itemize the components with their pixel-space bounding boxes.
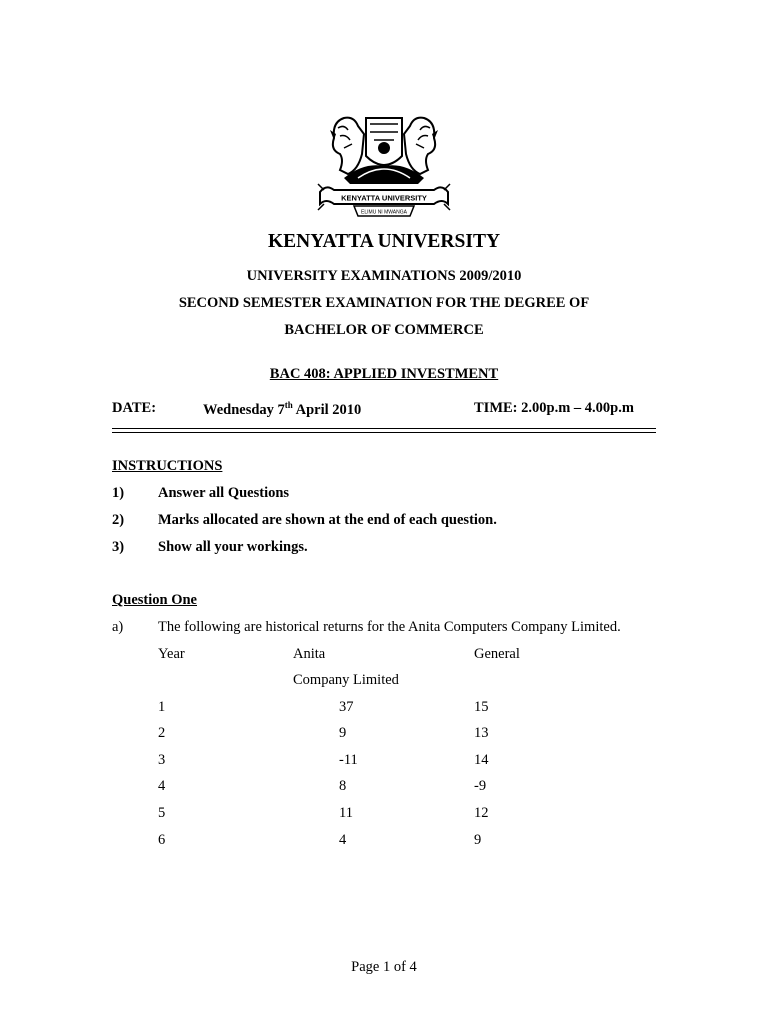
table-subheader: Company Limited xyxy=(293,672,399,688)
course-title xyxy=(0,366,768,383)
question-part-text: The following are historical returns for the Anita Computers Company Limited. xyxy=(158,619,621,635)
table-cell-year: 3 xyxy=(158,752,166,768)
university-crest-logo xyxy=(314,104,454,222)
table-cell-general: 13 xyxy=(474,725,489,741)
instruction-text: Answer all Questions xyxy=(158,485,290,501)
degree-line: BACHELOR OF COMMERCE xyxy=(284,322,484,338)
table-cell-general: 15 xyxy=(474,699,489,715)
table-cell-general: 9 xyxy=(474,832,482,848)
instruction-number: 1) xyxy=(112,485,125,501)
table-cell-anita: 9 xyxy=(339,725,347,741)
table-cell-general: 12 xyxy=(474,805,489,821)
table-cell-year: 6 xyxy=(158,832,166,848)
table-cell-anita: 8 xyxy=(339,778,347,794)
instruction-number: 2) xyxy=(112,512,125,528)
table-cell-general: 14 xyxy=(474,752,489,768)
table-cell-anita: -11 xyxy=(339,752,358,768)
crest-submotto-text: ELIMU NI MWANGA xyxy=(361,209,407,216)
exam-line: UNIVERSITY EXAMINATIONS 2009/2010 xyxy=(246,268,522,284)
double-rule-bottom xyxy=(112,432,656,433)
instruction-text: Marks allocated are shown at the end of each question. xyxy=(158,512,497,528)
table-cell-general: -9 xyxy=(474,778,487,794)
university-title: KENYATTA UNIVERSITY xyxy=(267,231,501,252)
table-cell-year: 2 xyxy=(158,725,166,741)
table-cell-year: 5 xyxy=(158,805,166,821)
instruction-text: Show all your workings. xyxy=(158,539,308,555)
table-cell-year: 4 xyxy=(158,778,166,794)
table-cell-anita: 37 xyxy=(339,699,354,715)
table-header-general: General xyxy=(474,646,520,662)
page-number: Page 1 of 4 xyxy=(351,959,417,975)
question-part-label: a) xyxy=(112,619,124,635)
crest-motto-text: KENYATTA UNIVERSITY xyxy=(341,193,427,203)
table-cell-anita: 4 xyxy=(339,832,347,848)
double-rule-top xyxy=(112,428,656,429)
date-value: Wednesday 7th April 2010 xyxy=(203,400,362,418)
time-value: TIME: 2.00p.m – 4.00p.m xyxy=(474,400,634,416)
table-cell-year: 1 xyxy=(158,699,166,715)
instruction-number: 3) xyxy=(112,539,125,555)
course-code-title: BAC 408: APPLIED INVESTMENT xyxy=(269,366,499,382)
question-heading: Question One xyxy=(112,592,197,608)
table-header-year: Year xyxy=(158,646,185,662)
table-cell-anita: 11 xyxy=(339,805,353,821)
instructions-heading: INSTRUCTIONS xyxy=(112,458,223,474)
date-label: DATE: xyxy=(112,400,157,416)
semester-line: SECOND SEMESTER EXAMINATION FOR THE DEGREE OF xyxy=(178,295,590,311)
table-header-anita: Anita xyxy=(293,646,326,662)
